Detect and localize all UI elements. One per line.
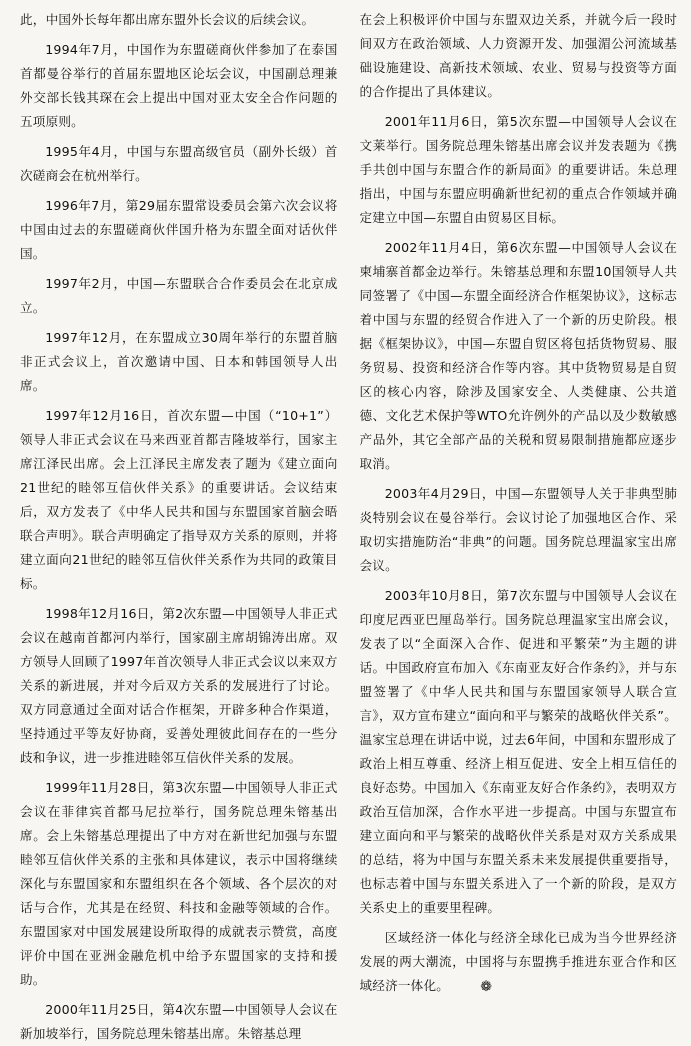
paragraph: 2003年4月29日，中国—东盟领导人关于非典型肺炎特别会议在曼谷举行。会议讨论了加强地区合作、采取切实措施防治“非典”的问题。国务院总理温家宝出席会议。 xyxy=(359,486,677,573)
paragraph: 1998年12月16日，第2次东盟—中国领导人非正式会议在越南首都河内举行，国家副主席胡锦涛出席。双方领导人回顾了1997年首次领导人非正式会议以来双方关系的新进展，并对今后双方关系的发展进行了讨论。双方同意通过全面对话合作框架，开辟多种合作渠道，坚持通过平等友好协商，妥善处理彼此间存在的一些分歧和争议，进一步推进睦邻互信伙伴关系的发展。 xyxy=(20,606,338,765)
paragraph: 2002年11月4日，第6次东盟—中国领导人会议在柬埔寨首都金边举行。朱镕基总理和东盟10国领导人共同签署了《中国—东盟全面经济合作框架协议》，这标志着中国与东盟的经贸合作进入了一个新的历史阶段。根据《框架协议》，中国—东盟自贸区将包括货物贸易、服务贸易、投资和经济合作等内容。其中货物贸易是自贸区的核心内容，除涉及国家安全、人类健康、公共道德、文化艺术保护等WTO允许例外的产品以及少数敏感产品外，其它全部产品的关税和贸易限制措施都应逐步取消。 xyxy=(359,240,677,471)
paragraph: 2000年11月25日，第4次东盟—中国领导人会议在新加坡举行，国务院总理朱镕基出席。朱镕基总理 xyxy=(20,1002,338,1041)
snowflake-end-mark-icon: ❁ xyxy=(480,979,493,995)
right-column xyxy=(359,8,678,995)
paragraph: 1997年12月16日，首次东盟—中国（“10+1”）领导人非正式会议在马来西亚首都吉隆坡举行，国家主席江泽民出席。会上江泽民主席发表了题为《建立面向21世纪的睦邻互信伙伴关系》的重要讲话。会议结束后，双方发表了《中华人民共和国与东盟国家首脑会晤联合声明》。联合声明确定了指导双方关系的原则，并将建立面向21世纪的睦邻互信伙伴关系作为共同的政策目标。 xyxy=(20,408,338,591)
paragraph: 2003年10月8日，第7次东盟与中国领导人会议在印度尼西亚巴厘岛举行。国务院总理温家宝出席会议，发表了以“全面深入合作、促进和平繁荣”为主题的讲话。中国政府宣布加入《东南亚友好合作条约》，并与东盟签署了《中华人民共和国与东盟国家领导人联合宣言》，双方宣布建立“面向和平与繁荣的战略伙伴关系”。温家宝总理在讲话中说，过去6年间，中国和东盟形成了政治上相互尊重、经济上相互促进、安全上相互信任的良好态势。中国加入《东南亚友好合作条约》，表明双方政治互信加深，合作水平进一步提高。中国与东盟宣布建立面向和平与繁荣的战略伙伴关系是对双方关系成果的总结，将为中国与东盟关系未来发展提供重要指导，也标志着中国与东盟关系进入了一个新的阶段，是双方关系史上的重要里程碑。 xyxy=(359,588,677,915)
paragraph: 1995年4月，中国与东盟高级官员（副外长级）首次磋商会在杭州举行。 xyxy=(20,144,338,183)
closing-text: 区域经济一体化与经济全球化已成为当今世界经济发展的两大潮流，中国将与东盟携手推进东亚合作和区域经济一体化。 xyxy=(359,930,677,993)
closing-paragraph xyxy=(360,926,678,998)
paragraph: 1999年11月28日，第3次东盟—中国领导人非正式会议在菲律宾首都马尼拉举行，国务院总理朱镕基出席。会上朱镕基总理提出了中方对在新世纪加强与东盟睦邻互信伙伴关系的主张和具体建议，表示中国将继续深化与东盟国家和东盟组织在各个领域、各个层次的对话与合作，尤其是在经贸、科技和金融等领域的合作。东盟国家对中国发展建设所取得的成就表示赞赏，高度评价中国在亚洲金融危机中给予东盟国家的支持和援助。 xyxy=(20,780,338,987)
paragraph: 此，中国外长每年都出席东盟外长会议的后续会议。 xyxy=(20,12,315,27)
paragraph: 1996年7月，第29届东盟常设委员会第六次会议将中国由过去的东盟磋商伙伴国升格为东盟全面对话伙伴国。 xyxy=(20,198,338,261)
left-column xyxy=(20,8,338,1041)
paragraph: 在会上积极评价中国与东盟双边关系，并就今后一段时间双方在政治领域、人力资源开发、加强湄公河流域基础设施建设、高新技术领域、农业、贸易与投资等方面的合作提出了具体建议。 xyxy=(359,12,677,99)
paragraph: 1997年12月，在东盟成立30周年举行的东盟首脑非正式会议上，首次邀请中国、日本和韩国领导人出席。 xyxy=(20,330,338,393)
paragraph: 1997年2月，中国—东盟联合合作委员会在北京成立。 xyxy=(20,276,338,315)
paragraph: 1994年7月，中国作为东盟磋商伙伴参加了在泰国首都曼谷举行的首届东盟地区论坛会议，中国副总理兼外交部长钱其琛在会上提出中国对亚太安全合作问题的五项原则。 xyxy=(20,42,338,129)
paragraph: 2001年11月6日，第5次东盟—中国领导人会议在文莱举行。国务院总理朱镕基出席会议并发表题为《携手共创中国与东盟合作的新局面》的重要讲话。朱总理指出，中国与东盟应明确新世纪初的重点合作领域并确定建立中国—东盟自由贸易区目标。 xyxy=(359,114,677,225)
